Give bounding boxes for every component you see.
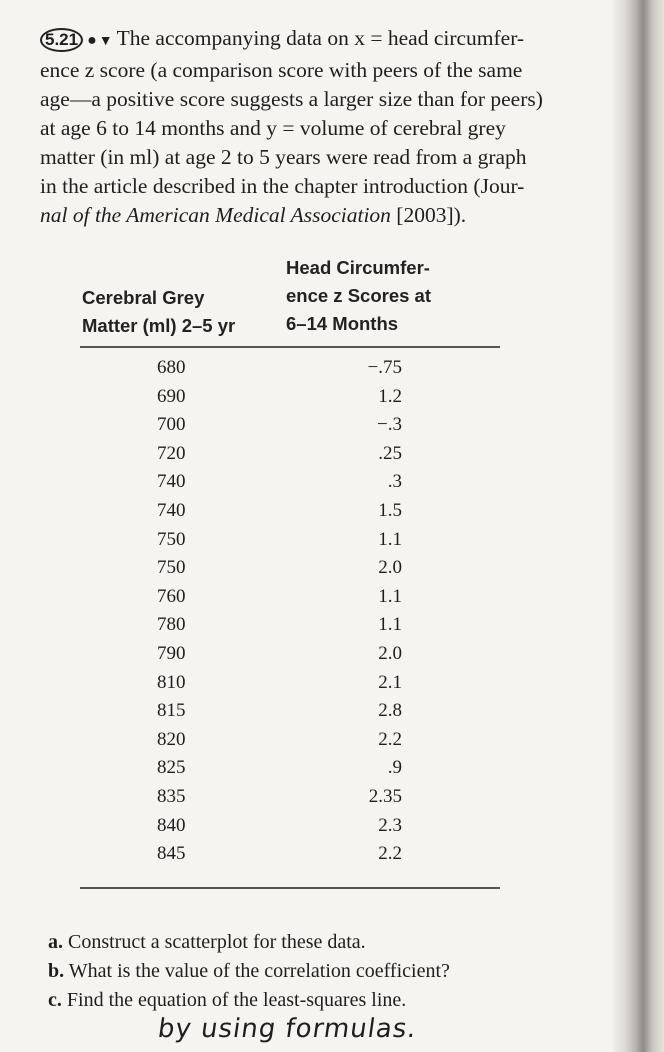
data-table-body	[0, 357, 600, 872]
z-score-value: 1.1	[378, 528, 402, 550]
grey-matter-value: 845	[157, 843, 186, 865]
table-row	[0, 586, 600, 615]
table-row	[0, 643, 600, 672]
z-score-value: .25	[378, 442, 402, 464]
journal-year: [2003]).	[390, 203, 467, 227]
grey-matter-value: 840	[157, 814, 186, 836]
z-score-value: 1.2	[378, 385, 402, 407]
table-row	[0, 443, 600, 472]
z-score-value: 1.1	[378, 585, 402, 607]
z-score-value: 2.0	[378, 642, 402, 664]
grey-matter-value: 825	[157, 757, 186, 779]
problem-line: in the article described in the chapter introduction (Jour-	[40, 174, 525, 198]
grey-matter-value: 750	[157, 557, 186, 579]
problem-line	[40, 201, 600, 230]
table-row	[0, 614, 600, 643]
grey-matter-value: 700	[157, 414, 186, 436]
question-b: b. What is the value of the correlation coefficient?	[48, 960, 450, 982]
z-score-value: 1.1	[378, 614, 402, 636]
z-score-value: 1.5	[378, 499, 402, 521]
table-row	[0, 815, 600, 844]
problem-statement	[40, 24, 600, 230]
grey-matter-value: 690	[157, 385, 186, 407]
bullet-dot-icon: ●	[87, 32, 97, 49]
grey-matter-value: 760	[157, 585, 186, 607]
z-score-value: −.3	[377, 414, 402, 436]
grey-matter-value: 740	[157, 499, 186, 521]
z-score-value: .3	[387, 471, 402, 493]
grey-matter-value: 835	[157, 785, 186, 807]
grey-matter-value: 810	[157, 671, 186, 693]
z-score-value: 2.0	[378, 557, 402, 579]
grey-matter-value: 820	[157, 728, 186, 750]
table-row	[0, 529, 600, 558]
grey-matter-value: 790	[157, 642, 186, 664]
question-c: c. Find the equation of the least-squares line.	[48, 989, 407, 1011]
z-score-value: 2.35	[368, 785, 402, 807]
problem-line: age—a positive score suggests a larger size than for peers)	[40, 87, 543, 111]
table-row	[0, 757, 600, 786]
table-row	[0, 414, 600, 443]
table-row	[0, 729, 600, 758]
journal-name: nal of the American Medical Association	[40, 203, 391, 227]
col2-header-line: ence z Scores at	[286, 285, 431, 306]
grey-matter-value: 750	[157, 528, 186, 550]
z-score-value: 2.2	[378, 728, 402, 750]
grey-matter-value: 740	[157, 471, 186, 493]
col1-header-line: Cerebral Grey	[82, 287, 205, 308]
book-page-edge	[612, 0, 664, 1052]
grey-matter-value: 680	[157, 357, 186, 378]
table-top-rule	[80, 346, 500, 348]
z-score-value: −.75	[367, 357, 402, 378]
problem-line	[40, 24, 600, 56]
table-row	[0, 386, 600, 415]
z-score-value: 2.1	[378, 671, 402, 693]
grey-matter-value: 780	[157, 614, 186, 636]
problem-line: at age 6 to 14 months and y = volume of cerebral grey	[40, 116, 506, 140]
triangle-marker-icon: ▼	[98, 34, 113, 49]
problem-line: matter (in ml) at age 2 to 5 years were read from a graph	[40, 145, 527, 169]
problem-line-text: The accompanying data on x = head circumfer-	[116, 26, 525, 50]
problem-number: 5.21	[40, 28, 83, 52]
question-a: a. Construct a scatterplot for these data.	[48, 931, 366, 953]
col1-header-line: Matter (ml) 2–5 yr	[82, 315, 236, 336]
table-row	[0, 500, 600, 529]
table-row	[0, 843, 600, 872]
table-row	[0, 557, 600, 586]
z-score-value: 2.2	[378, 843, 402, 865]
handwritten-note: by using formulas.	[155, 1014, 419, 1044]
z-score-value: 2.3	[378, 814, 402, 836]
problem-line: ence z score (a comparison score with peers of the same	[40, 58, 523, 82]
grey-matter-value: 720	[157, 442, 186, 464]
grey-matter-value: 815	[157, 700, 186, 722]
col2-header-line: 6–14 Months	[286, 313, 399, 334]
z-score-value: 2.8	[378, 700, 402, 722]
z-score-value: .9	[387, 757, 402, 779]
col2-header-line: Head Circumfer-	[286, 257, 430, 278]
table-row	[0, 357, 600, 386]
table-row	[0, 786, 600, 815]
table-row	[0, 700, 600, 729]
table-row	[0, 672, 600, 701]
table-row	[0, 471, 600, 500]
questions	[48, 928, 608, 1015]
table-bottom-rule	[80, 887, 500, 889]
